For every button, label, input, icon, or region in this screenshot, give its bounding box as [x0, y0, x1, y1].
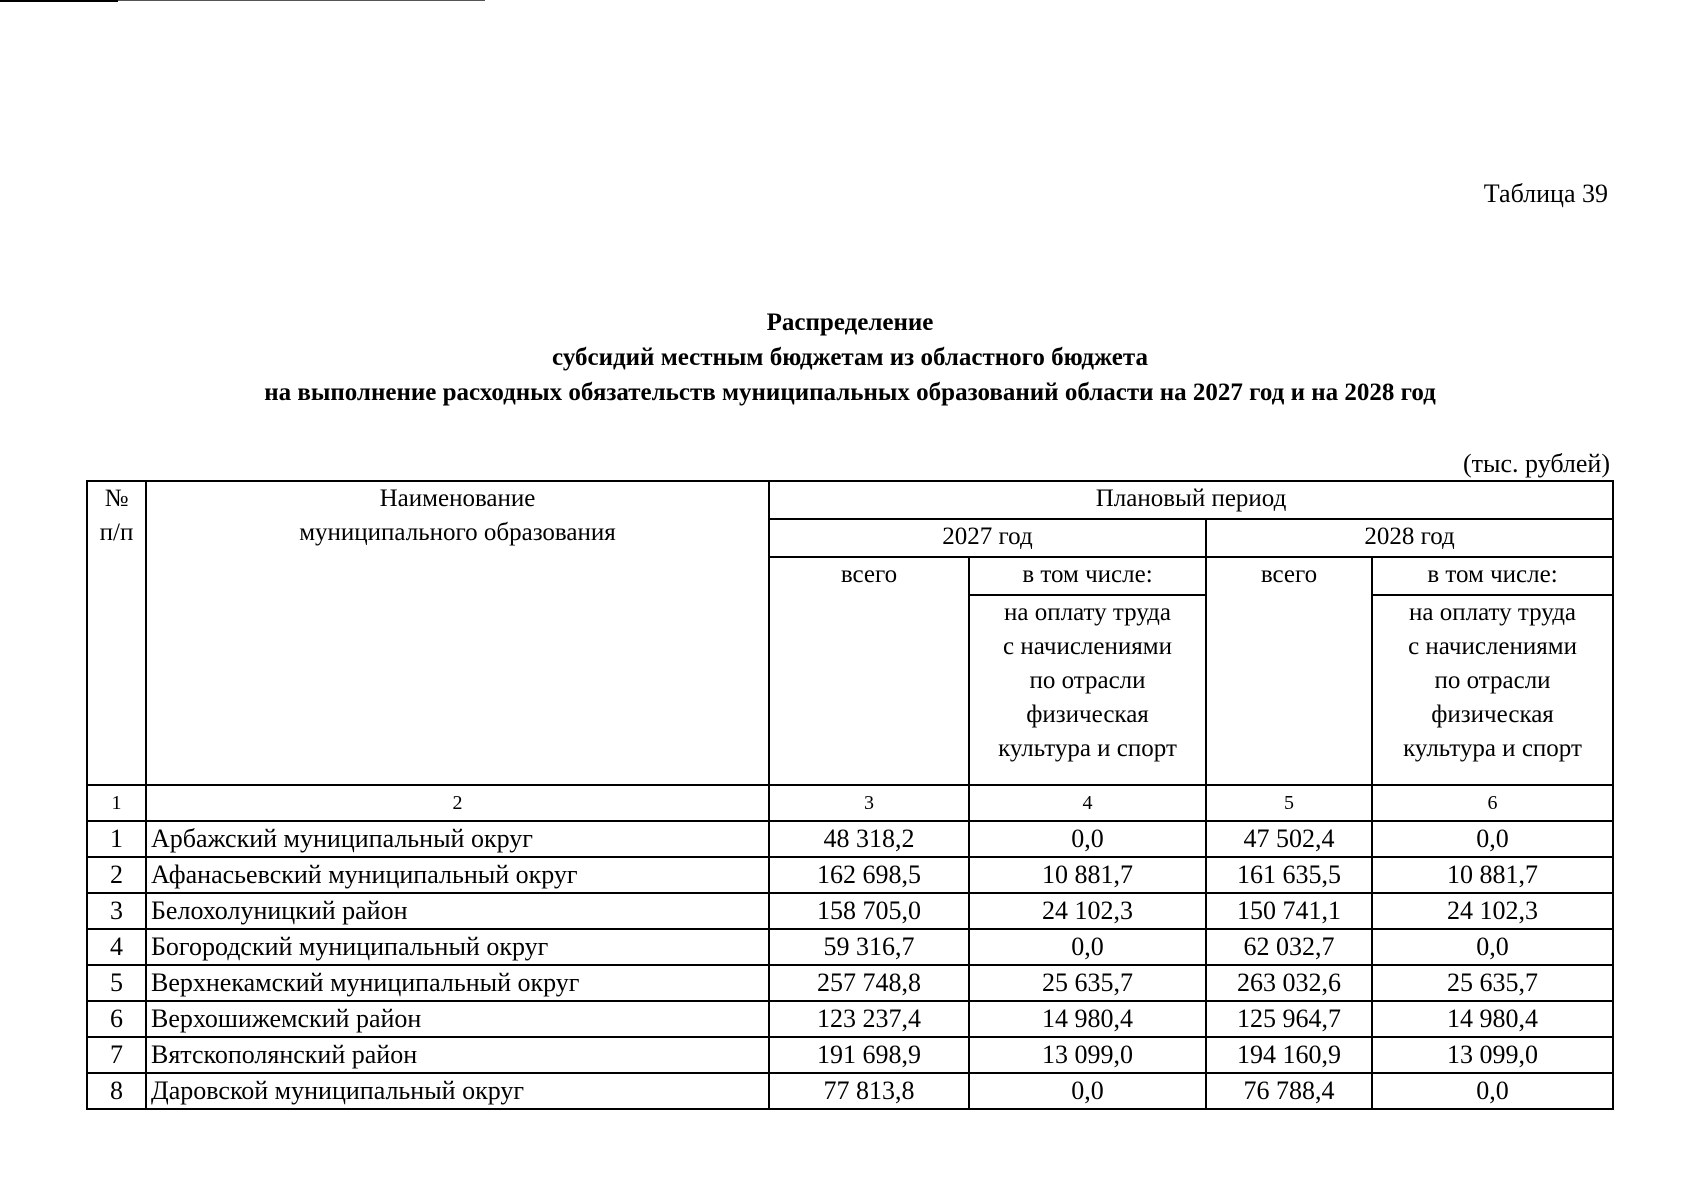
table-body [87, 821, 1613, 1109]
row-number-cell: 7 [87, 1037, 146, 1073]
header-detail-line: с начислениями [1408, 633, 1577, 660]
including-2028-cell: 24 102,3 [1372, 893, 1613, 929]
subsidy-table [86, 480, 1614, 1110]
header-plan-period: Плановый период [769, 481, 1613, 519]
header-num [87, 481, 146, 785]
header-name-line2: муниципального образования [299, 519, 616, 546]
total-2027-cell: 77 813,8 [769, 1073, 969, 1109]
header-detail-line: по отрасли [1029, 667, 1146, 694]
title-line: на выполнение расходных обязательств муниципальных образований области на 2027 год и на 2028 год [264, 379, 1436, 406]
header-detail-line: культура и спорт [1403, 735, 1582, 762]
column-number-row [87, 785, 1613, 821]
column-number: 2 [146, 785, 769, 821]
total-2027-cell: 158 705,0 [769, 893, 969, 929]
column-number: 6 [1372, 785, 1613, 821]
total-2027-cell: 257 748,8 [769, 965, 969, 1001]
row-number-cell: 4 [87, 929, 146, 965]
total-2028-cell: 194 160,9 [1206, 1037, 1372, 1073]
total-2027-cell: 59 316,7 [769, 929, 969, 965]
including-2028-cell: 14 980,4 [1372, 1001, 1613, 1037]
including-2028-cell: 10 881,7 [1372, 857, 1613, 893]
column-number: 5 [1206, 785, 1372, 821]
document-title [90, 305, 1610, 410]
row-number-cell: 1 [87, 821, 146, 857]
including-2028-cell: 0,0 [1372, 929, 1613, 965]
table-row [87, 965, 1613, 1001]
including-2027-cell: 0,0 [969, 1073, 1206, 1109]
total-2028-cell: 47 502,4 [1206, 821, 1372, 857]
header-detail-line: физическая [1431, 701, 1554, 728]
municipality-name-cell: Вятскополянский район [146, 1037, 769, 1073]
header-name-line1: Наименование [379, 485, 536, 512]
total-2028-cell: 150 741,1 [1206, 893, 1372, 929]
including-2027-cell: 14 980,4 [969, 1001, 1206, 1037]
municipality-name-cell: Белохолуницкий район [146, 893, 769, 929]
header-detail-line: на оплату труда [1409, 599, 1577, 626]
including-2028-cell: 0,0 [1372, 1073, 1613, 1109]
header-detail-2027 [969, 595, 1206, 785]
column-number: 3 [769, 785, 969, 821]
row-number-cell: 3 [87, 893, 146, 929]
header-year-2027: 2027 год [769, 519, 1206, 557]
including-2027-cell: 0,0 [969, 821, 1206, 857]
table-row [87, 893, 1613, 929]
including-2027-cell: 24 102,3 [969, 893, 1206, 929]
total-2027-cell: 191 698,9 [769, 1037, 969, 1073]
header-detail-line: на оплату труда [1003, 599, 1172, 626]
municipality-name-cell: Верхошижемский район [146, 1001, 769, 1037]
row-number-cell: 2 [87, 857, 146, 893]
header-num-line1: № [104, 485, 129, 512]
total-2028-cell: 263 032,6 [1206, 965, 1372, 1001]
municipality-name-cell: Богородский муниципальный округ [146, 929, 769, 965]
including-2028-cell: 13 099,0 [1372, 1037, 1613, 1073]
municipality-name-cell: Верхнекамский муниципальный округ [146, 965, 769, 1001]
row-number-cell: 5 [87, 965, 146, 1001]
header-detail-2028 [1372, 595, 1613, 785]
municipality-name-cell: Арбажский муниципальный округ [146, 821, 769, 857]
units-note: (тыс. рублей) [1462, 449, 1610, 478]
table-row [87, 857, 1613, 893]
column-number: 4 [969, 785, 1206, 821]
total-2028-cell: 76 788,4 [1206, 1073, 1372, 1109]
table-number-label: Таблица 39 [1483, 179, 1608, 208]
header-detail-line: культура и спорт [998, 735, 1177, 762]
header-total-2028: всего [1206, 557, 1372, 785]
table-row [87, 929, 1613, 965]
header-num-line2: п/п [99, 519, 134, 546]
header-including-2028: в том числе: [1372, 557, 1613, 595]
total-2028-cell: 161 635,5 [1206, 857, 1372, 893]
municipality-name-cell: Даровской муниципальный округ [146, 1073, 769, 1109]
municipality-name-cell: Афанасьевский муниципальный округ [146, 857, 769, 893]
title-line: Распределение [766, 309, 934, 336]
header-name [146, 481, 769, 785]
table-header [87, 481, 1613, 821]
column-number: 1 [87, 785, 146, 821]
including-2027-cell: 13 099,0 [969, 1037, 1206, 1073]
header-detail-line: физическая [1026, 701, 1149, 728]
row-number-cell: 6 [87, 1001, 146, 1037]
including-2027-cell: 10 881,7 [969, 857, 1206, 893]
total-2028-cell: 125 964,7 [1206, 1001, 1372, 1037]
page-top-rule-accent [0, 0, 118, 2]
header-including-2027: в том числе: [969, 557, 1206, 595]
table-row [87, 821, 1613, 857]
title-line: субсидий местным бюджетам из областного бюджета [552, 344, 1148, 371]
header-detail-line: с начислениями [1003, 633, 1172, 660]
including-2027-cell: 0,0 [969, 929, 1206, 965]
table-row [87, 1037, 1613, 1073]
table-row [87, 1073, 1613, 1109]
total-2027-cell: 123 237,4 [769, 1001, 969, 1037]
total-2028-cell: 62 032,7 [1206, 929, 1372, 965]
including-2028-cell: 25 635,7 [1372, 965, 1613, 1001]
header-year-2028: 2028 год [1206, 519, 1613, 557]
including-2027-cell: 25 635,7 [969, 965, 1206, 1001]
total-2027-cell: 162 698,5 [769, 857, 969, 893]
header-detail-line: по отрасли [1434, 667, 1551, 694]
total-2027-cell: 48 318,2 [769, 821, 969, 857]
header-total-2027: всего [769, 557, 969, 785]
row-number-cell: 8 [87, 1073, 146, 1109]
including-2028-cell: 0,0 [1372, 821, 1613, 857]
table-row [87, 1001, 1613, 1037]
